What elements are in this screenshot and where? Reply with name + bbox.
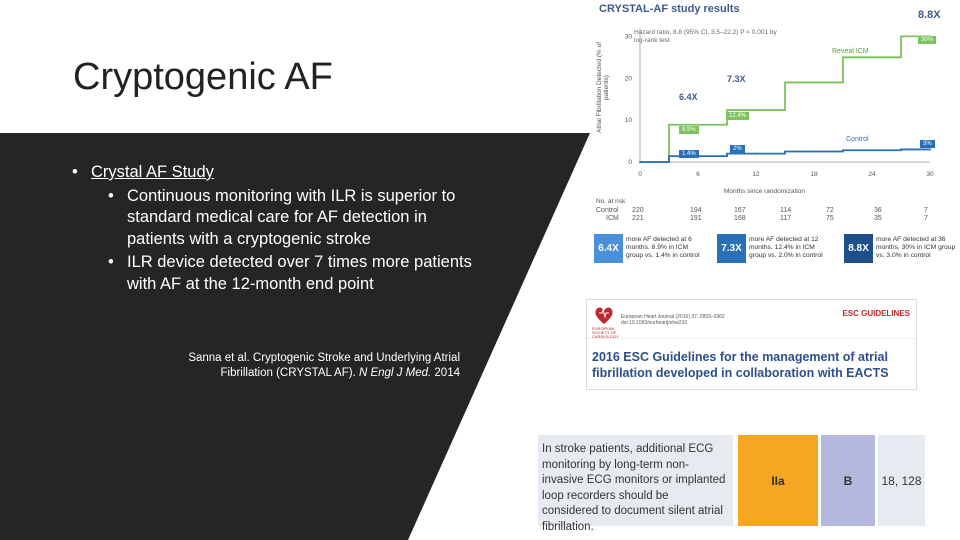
icm-point	[755, 109, 757, 111]
at-risk-control-label: Control	[596, 207, 619, 214]
control-point	[929, 148, 931, 150]
legend-icm: Reveal ICM	[832, 48, 869, 55]
recommendation-class: IIa	[738, 435, 818, 526]
at-risk-value: 117	[780, 215, 792, 222]
at-risk-value: 36	[874, 207, 882, 214]
esc-header	[587, 300, 916, 339]
at-risk-value: 220	[632, 207, 644, 214]
esc-guidelines-title: 2016 ESC Guidelines for the management of atrial fibrillation developed in collaboration with EACTS	[592, 350, 889, 380]
at-risk-value: 191	[690, 215, 702, 222]
esc-doi: doi:10.1093/eurheartj/ehw210	[621, 320, 688, 326]
chart-title: CRYSTAL-AF study results	[599, 3, 740, 15]
y-tick-label: 10	[624, 117, 632, 125]
control-12mo-badge: 2%	[730, 145, 745, 153]
at-risk-value: 35	[874, 215, 882, 222]
x-tick-label: 18	[810, 171, 818, 178]
x-tick-label: 0	[638, 171, 642, 178]
at-risk-value: 7	[924, 215, 928, 222]
control-point	[639, 161, 641, 163]
recommendation-table	[523, 431, 925, 533]
esc-journal-info	[621, 314, 725, 326]
at-risk-icm-label: ICM	[606, 215, 619, 222]
summary-box-12mo-text: more AF detected at 12 months. 12.4% in ICM group vs. 2.0% in control	[749, 236, 823, 259]
icm-point	[871, 56, 873, 58]
summary-box-12mo	[717, 234, 837, 263]
esc-guidelines-card	[586, 299, 917, 390]
control-point	[755, 153, 757, 155]
bullet-main-text[interactable]: Crystal AF Study	[91, 163, 214, 181]
bullet-sub-1: • Continuous monitoring with ILR is superior to standard medical care for AF detection in patients with a cryptogenic stroke	[108, 186, 472, 251]
recommendation-text: In stroke patients, additional ECG monitoring by long-term non-invasive ECG monitors or implanted loop recorders should be considered to document silent atrial fibrillation.	[538, 435, 733, 526]
hazard-ratio-note: Hazard ratio, 8.8 (95% CI, 3.5–22.2) P < 0.001 by log-rank test	[634, 29, 777, 44]
at-risk-header: No. at risk	[596, 198, 626, 205]
esc-journal-line: European Heart Journal (2016) 37, 2893–2962	[621, 314, 725, 320]
icm-point	[813, 81, 815, 83]
heart-logo-icon	[593, 304, 615, 326]
bullet-sub-2: • ILR device detected over 7 times more patients with AF at the 12-month end point	[108, 252, 472, 295]
summary-box-36mo-text: more AF detected at 36 months. 30% in ICM group vs. 3.0% in control	[876, 236, 956, 259]
icm-6mo-badge: 8.9%	[679, 126, 699, 134]
slide-title: Cryptogenic AF	[73, 56, 333, 98]
reference-citation	[150, 351, 460, 380]
summary-box-36mo	[844, 234, 960, 263]
ratio-label-6: 6.4X	[679, 92, 698, 102]
reference-year: 2014	[434, 366, 460, 379]
at-risk-value: 221	[632, 215, 644, 222]
summary-box-6mo-ratio: 6.4X	[594, 234, 623, 263]
ratio-label-top: 8.8X	[918, 9, 941, 21]
control-point	[871, 149, 873, 151]
at-risk-value: 167	[734, 207, 746, 214]
reference-journal: N Engl J Med.	[358, 366, 432, 379]
x-tick-label: 12	[752, 171, 760, 178]
at-risk-value: 7	[924, 207, 928, 214]
esc-guidelines-label: ESC GUIDELINES	[842, 309, 910, 318]
summary-box-6mo	[594, 234, 714, 263]
crystal-af-chart	[594, 0, 960, 264]
bullet-list	[72, 162, 472, 296]
at-risk-value: 114	[780, 207, 792, 214]
icm-end-badge: 30%	[918, 36, 936, 44]
summary-box-36mo-ratio: 8.8X	[844, 234, 873, 263]
summary-box-6mo-text: more AF detected at 6 months. 8.9% in ICM group vs. 1.4% in control	[626, 236, 700, 259]
y-tick-label: 20	[624, 75, 632, 83]
y-axis-label: Atrial Fibrillation Detected (% of patients)	[596, 41, 610, 134]
x-tick-label: 30	[926, 171, 934, 178]
esc-logo-text: EUROPEAN SOCIETY OF CARDIOLOGY	[592, 326, 619, 339]
recommendation-level: B	[821, 435, 875, 526]
x-tick-label: 6	[696, 171, 700, 178]
chart-plot	[594, 0, 960, 200]
control-end-badge: 3%	[920, 140, 935, 148]
ratio-label-12: 7.3X	[727, 74, 746, 84]
recommendation-refs: 18, 128	[878, 435, 925, 526]
control-point	[813, 151, 815, 153]
x-axis-label: Months since randomization	[724, 188, 805, 195]
at-risk-value: 72	[826, 207, 834, 214]
at-risk-value: 194	[690, 207, 702, 214]
reference-text: Sanna et al. Cryptogenic Stroke and Underlying Atrial Fibrillation (CRYSTAL AF).	[188, 352, 460, 379]
at-risk-value: 75	[826, 215, 834, 222]
y-tick-label: 0	[628, 159, 632, 166]
bullet-main	[72, 162, 472, 184]
x-tick-label: 24	[868, 171, 876, 178]
y-tick-label: 30	[624, 33, 632, 41]
at-risk-value: 168	[734, 215, 746, 222]
legend-control: Control	[846, 136, 869, 143]
icm-12mo-badge: 12.4%	[726, 112, 749, 120]
control-6mo-badge: 1.4%	[679, 150, 699, 158]
summary-box-12mo-ratio: 7.3X	[717, 234, 746, 263]
